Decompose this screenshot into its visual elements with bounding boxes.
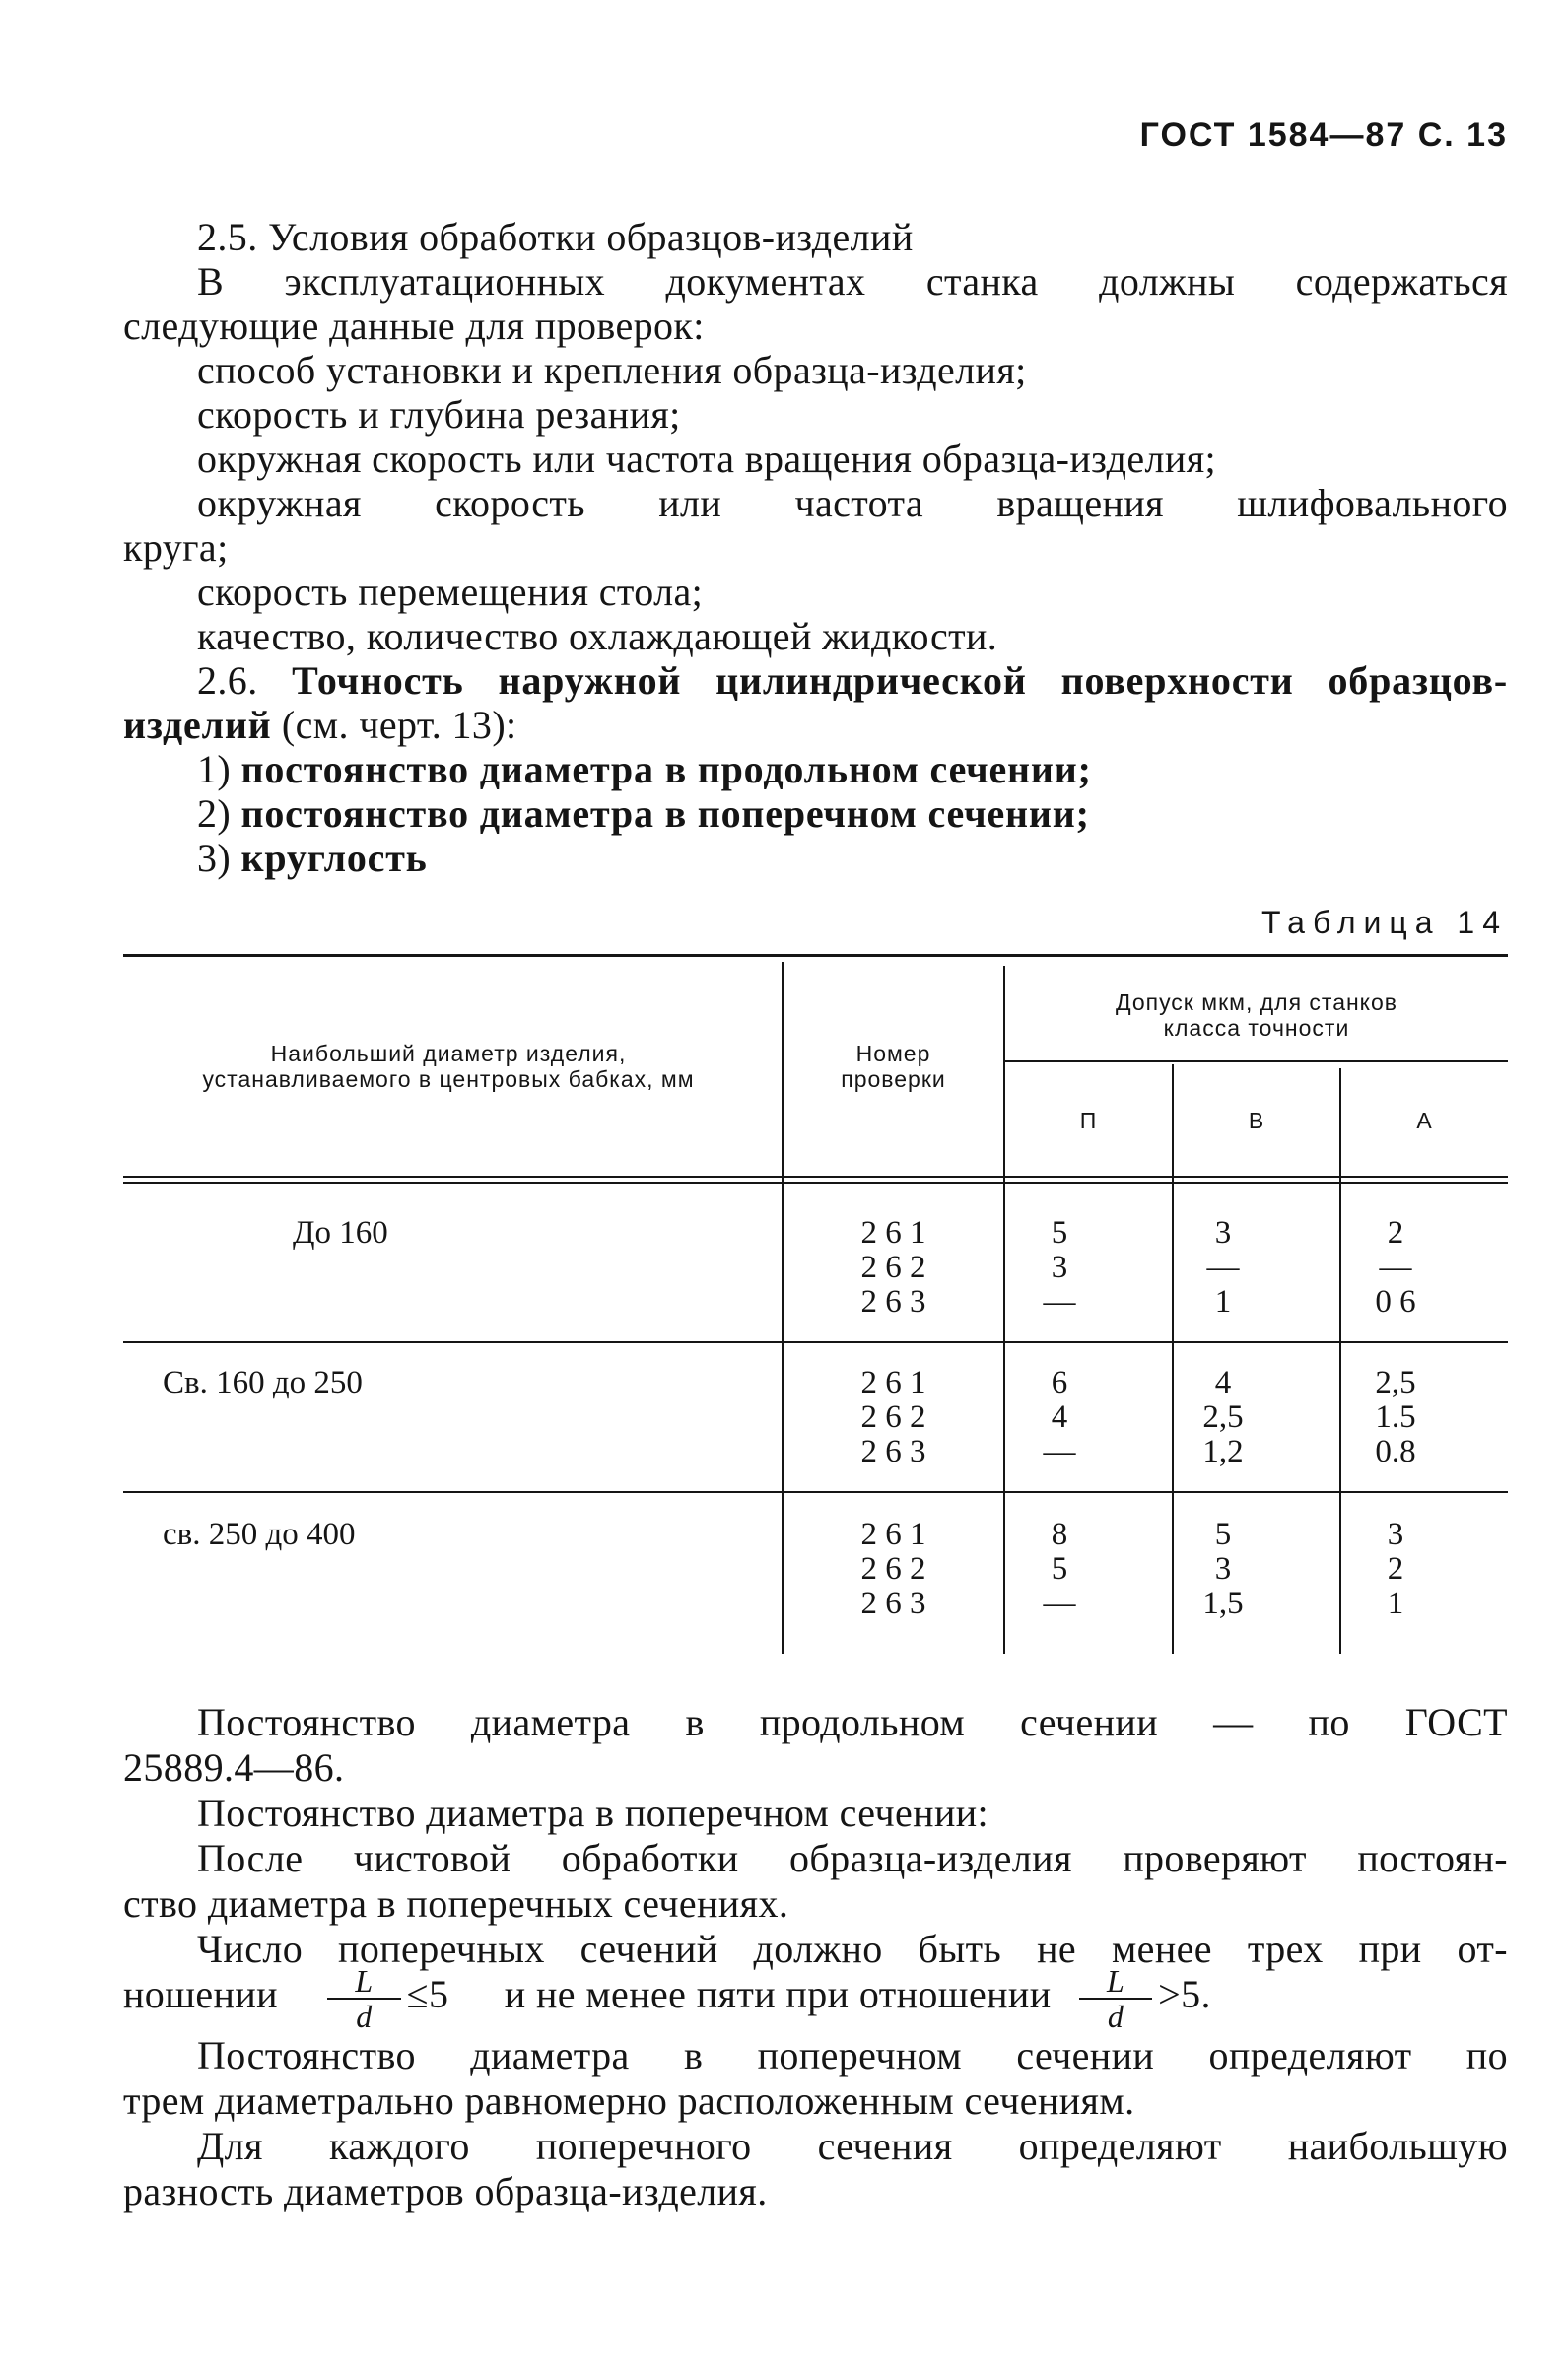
tolerance-a-cell <box>1341 1216 1450 1320</box>
paragraph-line: Постоянство диаметра в продольном сечении — по ГОСТ <box>197 1700 1508 1744</box>
check-number: 3) <box>197 836 232 880</box>
tolerance-value: 1,5 <box>1202 1586 1244 1621</box>
header-line: Наибольший диаметр изделия, <box>270 1041 627 1066</box>
section-2-6-title: Точность наружной цилиндрической поверхности образцов- <box>292 658 1508 703</box>
table-caption: Таблица 14 <box>1261 905 1508 940</box>
header-bottom-rule-2 <box>123 1182 1508 1184</box>
formula-text: ≤5 <box>406 1972 449 2017</box>
section-2-6-number: 2.6. <box>197 658 258 703</box>
section-2-6-title-line1 <box>123 658 1508 703</box>
running-header: ГОСТ 1584—87 С. 13 <box>1139 116 1508 154</box>
header-line: устанавливаемого в центровых бабках, мм <box>202 1066 695 1092</box>
paragraph-line: 25889.4—86. <box>123 1745 345 1790</box>
tolerance-p-cell <box>1005 1518 1114 1621</box>
check-item <box>123 791 1508 836</box>
tolerance-table <box>123 954 1508 1654</box>
data-item-line2: круга; <box>123 525 229 570</box>
paragraph-line: Число поперечных сечений должно быть не менее трех при от- <box>197 1927 1508 1971</box>
tolerance-v-cell <box>1174 1366 1272 1469</box>
check-number: 2 6 1 <box>860 1517 926 1552</box>
formula-text: ношении <box>123 1972 278 2017</box>
tolerance-value: 2 <box>1387 1551 1404 1587</box>
tolerance-v-cell <box>1174 1518 1272 1621</box>
formula-text: и не менее пяти при отношении <box>504 1972 1052 2017</box>
check-number: 2 6 1 <box>860 1215 926 1251</box>
tolerance-value: 1 <box>1387 1586 1404 1621</box>
header-bottom-rule <box>123 1176 1508 1178</box>
check-item <box>123 747 1508 791</box>
check-number: 2 6 3 <box>860 1284 926 1320</box>
check-numbers-cell <box>784 1518 1003 1621</box>
tolerance-value: 3 <box>1387 1517 1404 1552</box>
data-item: скорость и глубина резания; <box>197 392 681 437</box>
check-number: 2 6 2 <box>860 1551 926 1587</box>
data-item: скорость перемещения стола; <box>197 570 704 614</box>
tolerance-value: — <box>1206 1250 1240 1285</box>
tolerance-value: — <box>1379 1250 1412 1285</box>
header-class-v: В <box>1248 1108 1265 1133</box>
paragraph-line: Постоянство диаметра в поперечном сечении определяют по <box>197 2033 1508 2077</box>
fraction-denominator: d <box>1079 1998 1152 2033</box>
tolerance-value: 5 <box>1051 1215 1068 1251</box>
ratio-fraction <box>1079 1964 1152 2033</box>
check-number: 2 6 2 <box>860 1399 926 1435</box>
tolerance-p-cell <box>1005 1366 1114 1469</box>
check-numbers-cell <box>784 1216 1003 1320</box>
check-numbers-cell <box>784 1366 1003 1469</box>
check-text: постоянство диаметра в продольном сечении; <box>240 747 1092 791</box>
header-class-a: А <box>1416 1108 1433 1133</box>
main-text <box>123 215 1508 880</box>
row-label: Св. 160 до 250 <box>163 1365 363 1400</box>
tolerance-value: 1.5 <box>1375 1399 1416 1435</box>
paragraph-line: трем диаметрально равномерно расположенным сечениям. <box>123 2078 1135 2123</box>
paragraph-line: Для каждого поперечного сечения определяют наибольшую <box>197 2124 1508 2168</box>
tolerance-value: 5 <box>1051 1551 1068 1587</box>
tolerance-value: — <box>1043 1284 1076 1320</box>
row-separator <box>123 1491 1508 1493</box>
tolerance-value: 8 <box>1051 1517 1068 1552</box>
section-2-6-ref: (см. черт. 13): <box>271 703 517 747</box>
paragraph-line: разность диаметров образца-изделия. <box>123 2169 768 2213</box>
fraction-denominator: d <box>327 1998 400 2033</box>
data-item: окружная скорость или частота вращения образца-изделия; <box>197 437 1217 481</box>
data-item: качество, количество охлаждающей жидкости. <box>197 614 998 658</box>
check-text: круглость <box>240 836 428 880</box>
tolerance-value: — <box>1043 1586 1076 1621</box>
tolerance-value: 2 <box>1387 1215 1404 1251</box>
tolerance-value: 0.8 <box>1375 1434 1416 1469</box>
ratio-fraction <box>327 1964 400 2033</box>
data-item: способ установки и крепления образца-изделия; <box>197 348 1027 392</box>
check-number: 2) <box>197 791 232 836</box>
header-tolerance-group <box>1005 989 1508 1041</box>
paragraph-line: ство диаметра в поперечных сечениях. <box>123 1881 789 1926</box>
section-2-6-title-line2 <box>123 703 1508 747</box>
tolerance-a-cell <box>1341 1518 1450 1621</box>
header-line: Номер <box>855 1041 931 1066</box>
tolerance-p-cell <box>1005 1216 1114 1320</box>
formula-text: >5. <box>1158 1972 1211 2017</box>
header-line: проверки <box>841 1066 946 1092</box>
section-2-5-intro-line1: В эксплуатационных документах станка должны содержаться <box>197 259 1508 304</box>
group-header-rule <box>1004 1060 1508 1062</box>
section-2-5-intro-line2: следующие данные для проверок: <box>123 304 705 348</box>
row-label: св. 250 до 400 <box>163 1517 356 1552</box>
tolerance-value: 4 <box>1214 1365 1232 1400</box>
after-table-text <box>123 1700 1508 2214</box>
check-number: 2 6 3 <box>860 1586 926 1621</box>
tolerance-value: 3 <box>1214 1215 1232 1251</box>
table-top-rule <box>123 954 1508 957</box>
tolerance-value: 1,2 <box>1202 1434 1244 1469</box>
formula-line <box>123 1964 1508 2033</box>
tolerance-a-cell <box>1341 1366 1450 1469</box>
tolerance-value: — <box>1043 1434 1076 1469</box>
check-number: 2 6 2 <box>860 1250 926 1285</box>
section-2-5-heading: 2.5. Условия обработки образцов-изделий <box>197 215 914 259</box>
tolerance-value: 2,5 <box>1375 1365 1416 1400</box>
header-check-number <box>784 1041 1003 1092</box>
header-class-p: П <box>1079 1108 1098 1133</box>
tolerance-value: 6 <box>1051 1365 1068 1400</box>
section-2-6-title-end: изделий <box>123 703 272 747</box>
data-item-line1: окружная скорость или частота вращения шлифовального <box>197 481 1508 525</box>
row-label: До 160 <box>293 1215 388 1251</box>
check-item <box>123 836 1508 880</box>
tolerance-v-cell <box>1174 1216 1272 1320</box>
tolerance-value: 3 <box>1051 1250 1068 1285</box>
row-separator <box>123 1341 1508 1343</box>
header-line: Допуск мкм, для станков <box>1115 989 1398 1015</box>
tolerance-value: 3 <box>1214 1551 1232 1587</box>
check-number: 1) <box>197 747 232 791</box>
check-number: 2 6 1 <box>860 1365 926 1400</box>
tolerance-value: 0 6 <box>1375 1284 1416 1320</box>
paragraph-line: Постоянство диаметра в поперечном сечении: <box>197 1791 989 1835</box>
tolerance-value: 1 <box>1214 1284 1232 1320</box>
fraction-numerator: L <box>1106 1963 1125 1999</box>
fraction-numerator: L <box>355 1963 374 1999</box>
check-text: постоянство диаметра в поперечном сечении; <box>240 791 1090 836</box>
check-number: 2 6 3 <box>860 1434 926 1469</box>
tolerance-value: 4 <box>1051 1399 1068 1435</box>
header-max-diameter <box>123 1041 774 1092</box>
paragraph-line: После чистовой обработки образца-изделия проверяют постоян- <box>197 1836 1508 1880</box>
tolerance-value: 5 <box>1214 1517 1232 1552</box>
tolerance-value: 2,5 <box>1202 1399 1244 1435</box>
header-line: класса точности <box>1163 1015 1350 1041</box>
